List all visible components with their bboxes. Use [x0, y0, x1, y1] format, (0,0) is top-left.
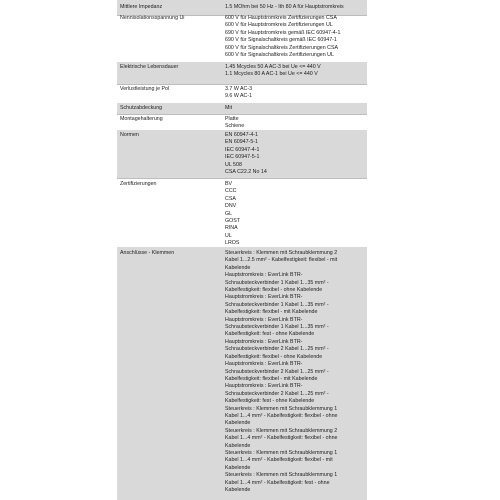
value-line: Hauptstromkreis : EverLink BTR- — [225, 338, 303, 345]
value-line: Kabelende — [225, 464, 251, 471]
row-label-montagehalterung: Montagehalterung — [120, 116, 163, 122]
value-line: 690 V für Signalschaltkreis gemäß IEC 60947-1 — [225, 37, 337, 44]
value-line: 690 V für Hauptstromkreis gemäß IEC 60947-4-1 — [225, 29, 341, 36]
row-divider — [117, 178, 367, 179]
value-line: LROS — [225, 240, 240, 247]
row-values-zertifizierungen — [225, 181, 365, 248]
value-line: Kabelende — [225, 420, 251, 427]
value-line: UL — [225, 232, 232, 239]
value-line: Kabel 1...4 mm² - Kabelfestigkeit: flexibel - mit — [225, 457, 333, 464]
row-values-mittlere-impedanz — [225, 4, 365, 11]
row-label-nennisolationsspannung: Nennisolationsspannung Ui — [120, 15, 185, 21]
value-line: Steuerkreis : Klemmen mit Schraubklemmung 1 — [225, 449, 338, 456]
value-line: Steuerkreis : Klemmen mit Schraubklemmung 2 — [225, 250, 338, 256]
value-line: Kabelfestigkeit: fest - ohne Kabelende — [225, 398, 315, 405]
value-line: 9.6 W AC-1 — [225, 93, 253, 100]
value-line: CSA — [225, 195, 236, 202]
value-line: 3.7 W AC-3 — [225, 86, 253, 92]
value-line: Mit — [225, 105, 233, 111]
value-line: Kabel 1...4 mm² - Kabelfestigkeit: flexibel - ohne — [225, 412, 338, 419]
value-line: Kabelfestigkeit: flexibel - mit Kabelende — [225, 309, 318, 316]
value-line: IEC 60947-4-1 — [225, 146, 260, 153]
value-line: Kabelfestigkeit: flexibel - mit Kabelende — [225, 375, 318, 382]
value-line: Schraubsteckverbinder 2 Kabel 1...25 mm² - — [225, 346, 329, 353]
value-line: 600 V für Signalschaltkreis Zertifizierungen UL — [225, 52, 334, 59]
value-line: Kabel 1...2.5 mm² - Kabelfestigkeit: flexibel - mit — [225, 257, 338, 264]
value-line: Schraubsteckverbinder 1 Kabel 1...35 mm² - — [225, 324, 329, 331]
value-line: Kabelende — [225, 442, 251, 449]
value-line: UL 508 — [225, 161, 242, 168]
row-values-nennisolationsspannung — [225, 15, 365, 59]
row-label-schutzabdeckung: Schutzabdeckung — [120, 105, 163, 111]
row-label-zertifizierungen: Zertifizierungen — [120, 181, 157, 187]
value-line: RINA — [225, 225, 238, 232]
value-line: Kabelende — [225, 487, 251, 493]
value-line: CSA C22.2 No 14 — [225, 169, 267, 176]
value-line: GL — [225, 210, 233, 217]
row-values-schutzabdeckung — [225, 105, 365, 112]
value-line: CCC — [225, 188, 237, 195]
value-line: 600 V für Signalschaltkreis Zertifizierungen CSA — [225, 44, 339, 51]
value-line: Schraubsteckverbinder 2 Kabel 1...25 mm² - — [225, 368, 329, 375]
value-line: Schraubsteckverbinder 1 Kabel 1...35 mm² - — [225, 301, 329, 308]
value-line: Steuerkreis : Klemmen mit Schraubklemmung 1 — [225, 405, 338, 412]
value-line: Kabelende — [225, 264, 251, 271]
value-line: 600 V für Hauptstromkreis Zertifizierungen UL — [225, 22, 333, 29]
value-line: IEC 60947-5-1 — [225, 154, 260, 161]
value-line: Schraubsteckverbinder 1 Kabel 1...35 mm² - — [225, 279, 329, 286]
value-line: Steuerkreis : Klemmen mit Schraubklemmung 1 — [225, 472, 338, 479]
row-values-elektrische-lebensdauer — [225, 64, 365, 79]
row-label-anschluesse-klemmen: Anschlüsse - Klemmen — [120, 250, 175, 256]
value-line: Hauptstromkreis : EverLink BTR- — [225, 272, 303, 279]
row-label-mittlere-impedanz: Mittlere Impedanz — [120, 4, 163, 10]
value-line: Kabelfestigkeit: fest - ohne Kabelende — [225, 331, 315, 338]
row-label-verlustleistung: Verlustleistung je Pol — [120, 86, 170, 92]
row-values-verlustleistung — [225, 86, 365, 101]
value-line: GOST — [225, 218, 241, 225]
row-values-normen — [225, 132, 365, 176]
row-label-elektrische-lebensdauer: Elektrische Lebensdauer — [120, 64, 179, 70]
value-line: Kabelfestigkeit: flexibel - ohne Kabelende — [225, 353, 323, 360]
value-line: Kabel 1...4 mm² - Kabelfestigkeit: fest - ohne — [225, 479, 330, 486]
row-values-anschluesse-klemmen — [225, 250, 365, 494]
value-line: Hauptstromkreis : EverLink BTR- — [225, 316, 303, 323]
value-line: Steuerkreis : Klemmen mit Schraubklemmung 2 — [225, 427, 338, 434]
value-line: Platte — [225, 116, 239, 122]
value-line: Hauptstromkreis : EverLink BTR- — [225, 294, 303, 301]
value-line: 1.5 MOhm bei 50 Hz - Ith 80 A für Hauptstromkreis — [225, 4, 344, 10]
value-line: Kabelfestigkeit: flexibel - ohne Kabelende — [225, 287, 323, 294]
row-values-montagehalterung — [225, 116, 365, 131]
value-line: Schiene — [225, 123, 245, 130]
value-line: 600 V für Hauptstromkreis Zertifizierungen CSA — [225, 15, 337, 21]
value-line: 1.45 Mcycles 50 A AC-3 bei Ue <= 440 V — [225, 64, 321, 70]
value-line: BV — [225, 181, 233, 187]
value-line: Hauptstromkreis : EverLink BTR- — [225, 361, 303, 368]
row-divider — [117, 114, 367, 115]
row-label-normen: Normen — [120, 132, 139, 138]
value-line: DNV — [225, 203, 237, 210]
row-divider — [117, 84, 367, 85]
value-line: Hauptstromkreis : EverLink BTR- — [225, 383, 303, 390]
value-line: Kabel 1...4 mm² - Kabelfestigkeit: flexibel - ohne — [225, 435, 338, 442]
value-line: 1.1 Mcycles 80 A AC-1 bei Ue <= 440 V — [225, 71, 318, 78]
value-line: EN 60947-5-1 — [225, 139, 258, 146]
value-line: EN 60947-4-1 — [225, 132, 258, 138]
value-line: Schraubsteckverbinder 2 Kabel 1...25 mm² - — [225, 390, 329, 397]
